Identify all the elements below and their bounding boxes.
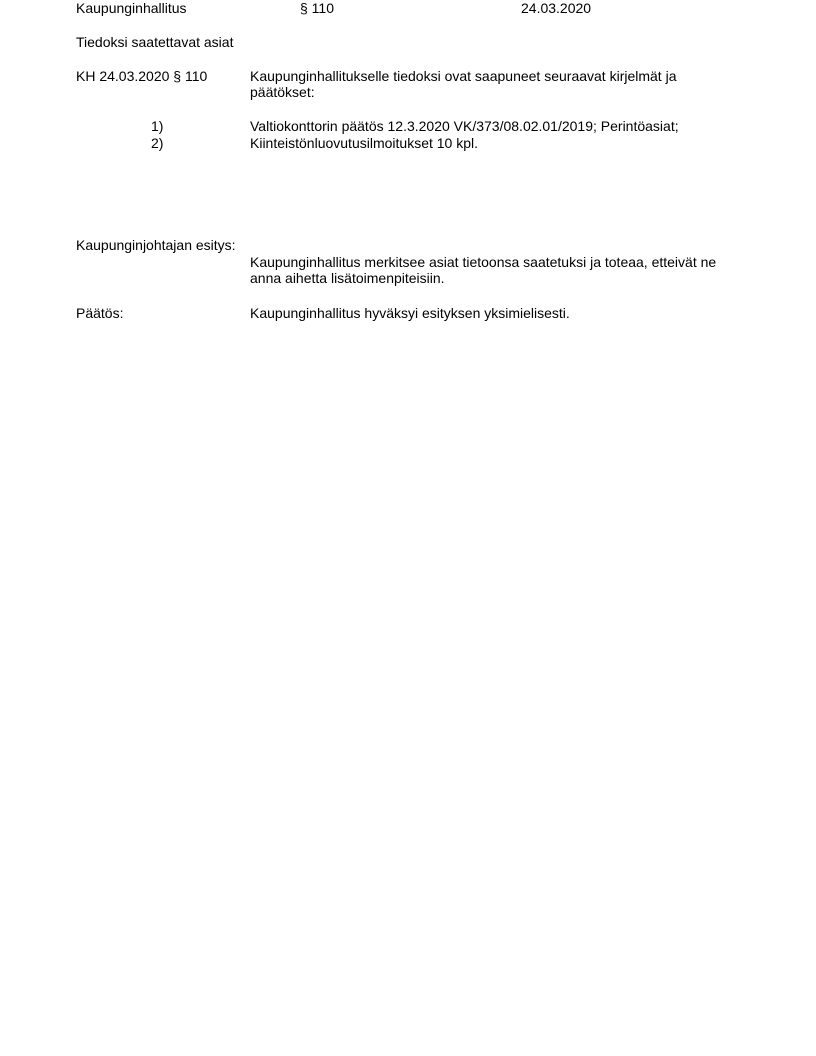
item-text: Kiinteistönluovutusilmoitukset 10 kpl. [250, 135, 479, 151]
intro-text: Kaupunginhallitukselle tiedoksi ovat saapuneet seuraavat kirjelmät ja päätökset: [250, 68, 677, 100]
proposal-text: Kaupunginhallitus merkitsee asiat tietoonsa saatetuksi ja toteaa, etteivät ne anna aihetta lisätoimenpiteisiin. [250, 254, 717, 286]
item-number: 2) [151, 135, 164, 151]
item-number: 1) [151, 118, 164, 134]
header-body-name: Kaupunginhallitus [76, 0, 187, 16]
decision-label: Päätös: [76, 305, 124, 321]
decision-text: Kaupunginhallitus hyväksyi esityksen yksimielisesti. [250, 305, 570, 321]
document-title: Tiedoksi saatettavat asiat [76, 34, 234, 50]
proposal-label: Kaupunginjohtajan esitys: [76, 237, 236, 253]
item-text: Valtiokonttorin päätös 12.3.2020 VK/373/08.02.01/2019; Perintöasiat; [250, 118, 679, 134]
header-section-number: § 110 [300, 0, 334, 16]
header-date: 24.03.2020 [521, 0, 592, 16]
minute-reference: KH 24.03.2020 § 110 [76, 68, 208, 84]
